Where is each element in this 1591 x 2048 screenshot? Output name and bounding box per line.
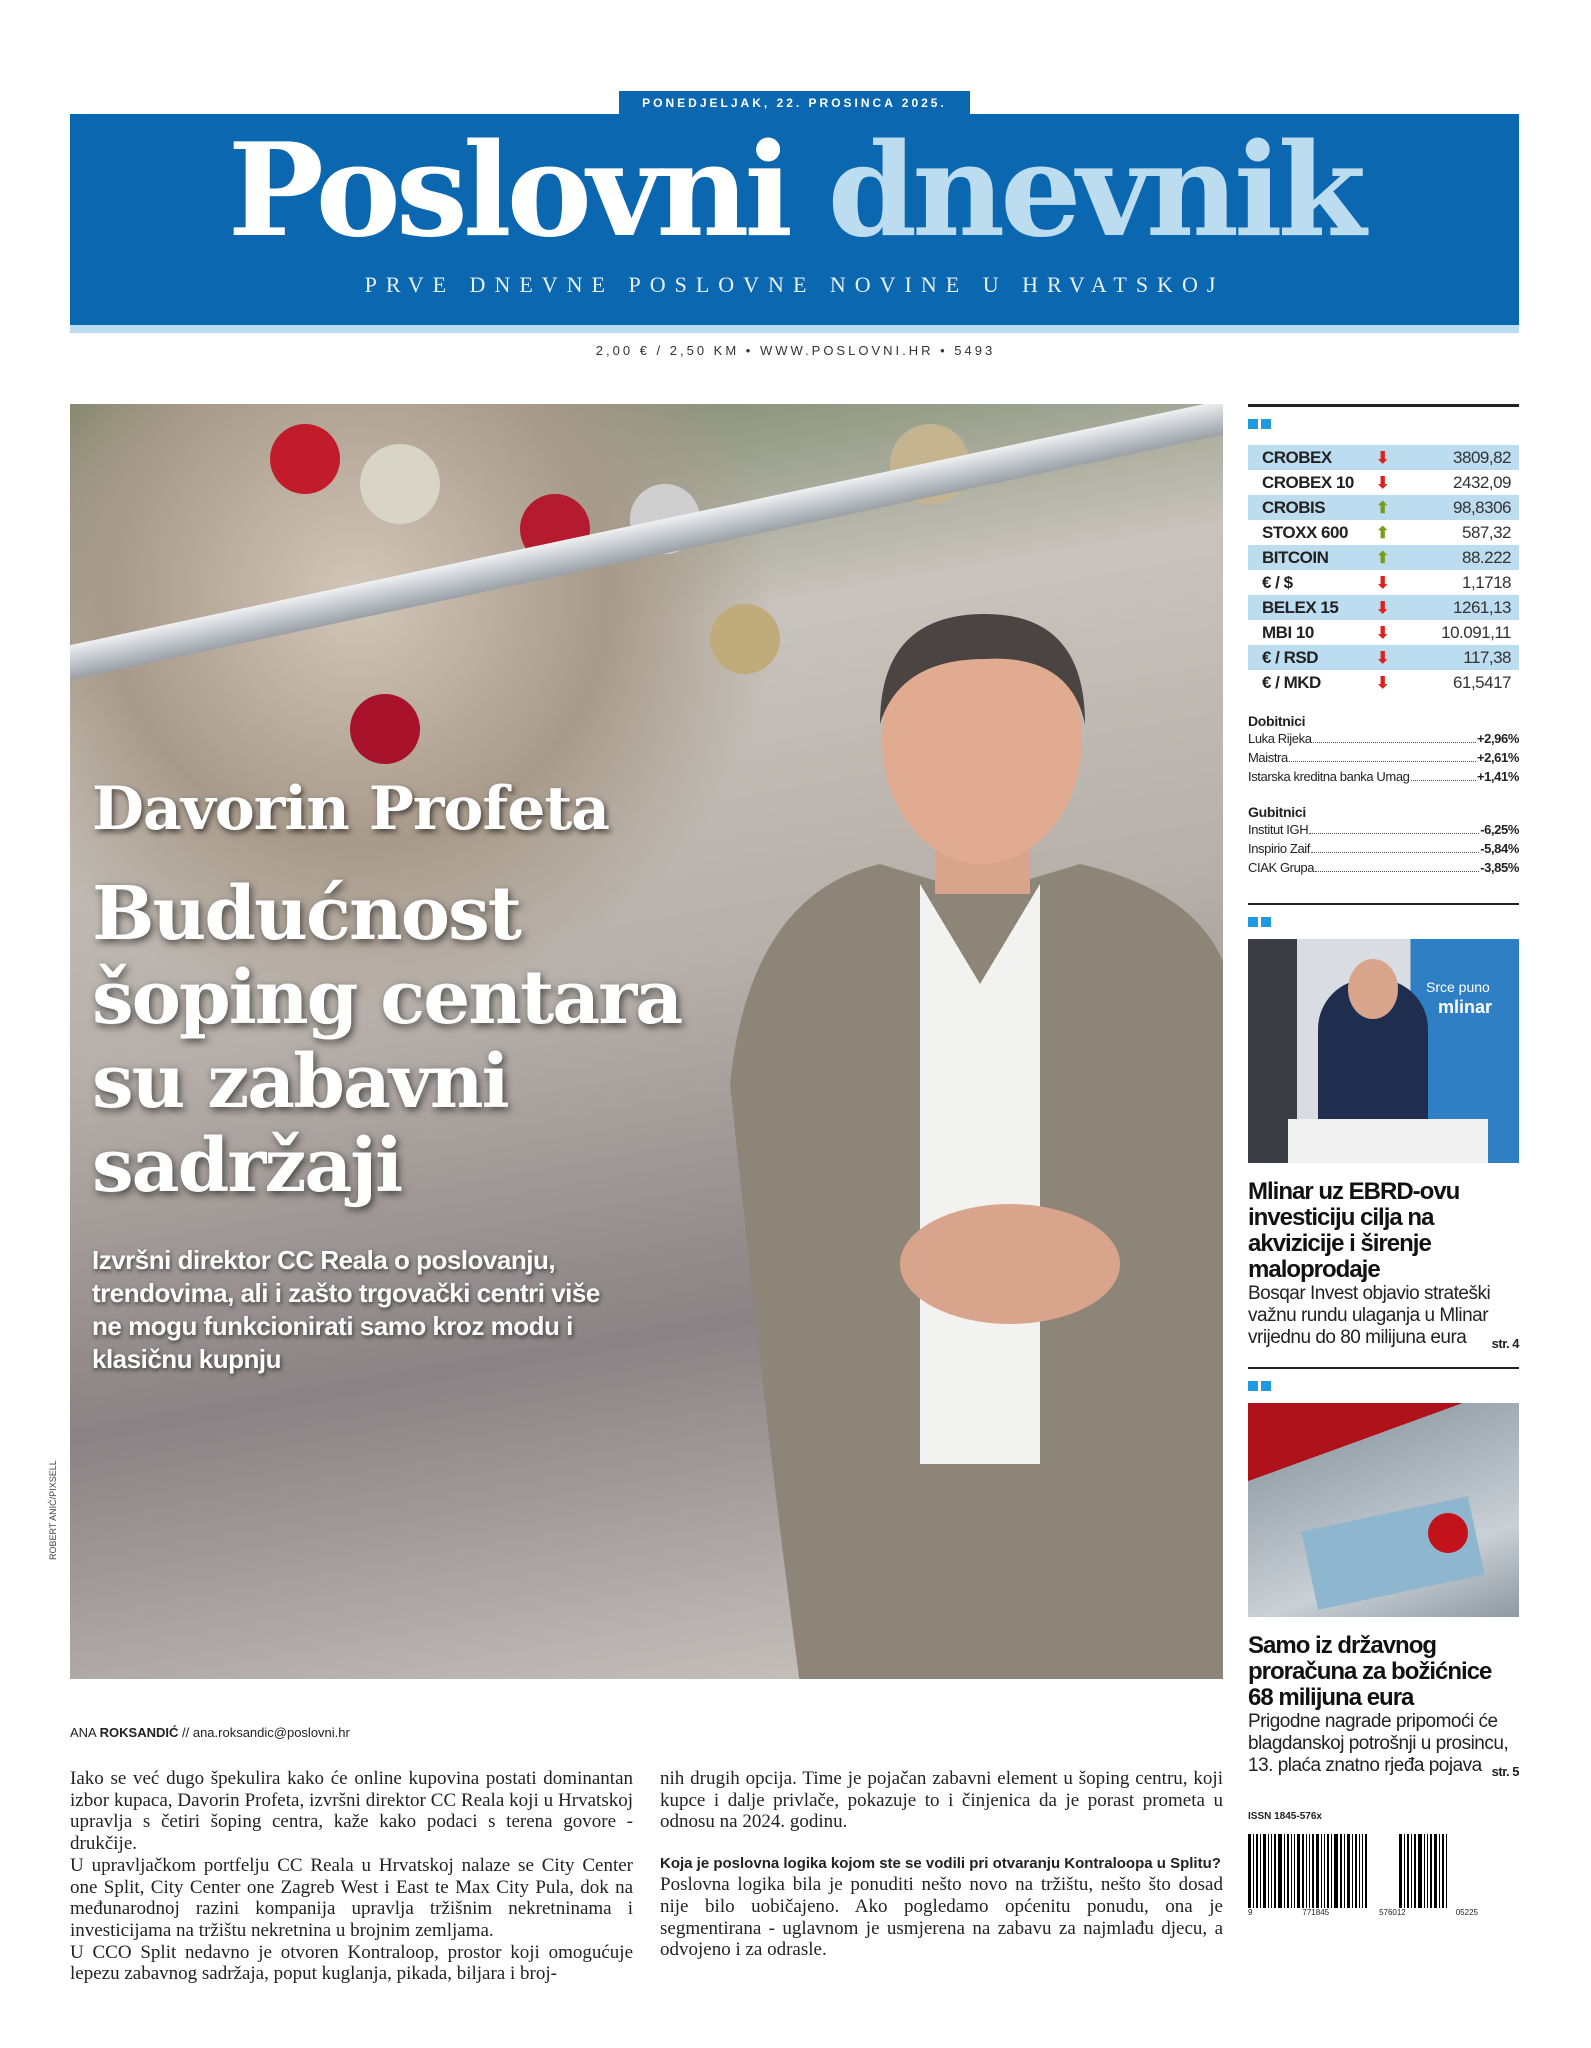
percent-change: -3,85% <box>1480 860 1519 875</box>
divider <box>1248 1367 1519 1369</box>
company-name: Istarska kreditna banka Umag <box>1248 769 1410 784</box>
mover-row <box>1248 767 1519 786</box>
mover-row <box>1248 839 1519 858</box>
article-column-2 <box>660 1768 1223 1961</box>
market-row <box>1248 495 1519 520</box>
market-row <box>1248 520 1519 545</box>
photo-text: Srce puno <box>1426 979 1490 995</box>
person-portrait <box>710 564 1223 1679</box>
losers <box>1248 804 1519 877</box>
market-row <box>1248 595 1519 620</box>
company-name: CIAK Grupa <box>1248 860 1315 875</box>
barcode-digit: 771845 <box>1302 1908 1330 1917</box>
section-marker-icon <box>1248 917 1519 927</box>
market-value: 61,5417 <box>1453 672 1511 692</box>
right-sidebar <box>1248 404 1519 1917</box>
page-ref: str. 5 <box>1491 1764 1519 1779</box>
paragraph: U upravljačkom portfelju CC Reala u Hrvatskoj nalaze se City Center one Split, City Center one Zagreb West i East te Max City Pula, dok na međunarodnoj razini kompanija upravlja tržišnim nekretninama i investicijama na tržištu nekretnina u brojnim zemljama. <box>70 1854 633 1941</box>
company-name: Institut IGH <box>1248 822 1309 837</box>
market-row <box>1248 545 1519 570</box>
page-ref: str. 4 <box>1491 1336 1519 1351</box>
market-name: € / MKD <box>1262 672 1321 692</box>
market-name: CROBEX <box>1262 447 1332 467</box>
market-row <box>1248 470 1519 495</box>
photo-credit: ROBERT ANIĆ/PIXSELL <box>48 1460 58 1560</box>
masthead-strip <box>70 325 1519 333</box>
arrow-up-icon: ⬆ <box>1376 549 1390 567</box>
market-row <box>1248 645 1519 670</box>
paragraph: nih drugih opcija. Time je pojačan zabavni element u šoping centru, koji kupce i dalje privlače, pokazuje to i činjenica da je porast prometa u odnosu na 2024. godinu. <box>660 1768 1223 1833</box>
story-bozicnice[interactable] <box>1248 1403 1519 1777</box>
market-value: 98,8306 <box>1453 497 1511 517</box>
market-name: STOXX 600 <box>1262 522 1348 542</box>
percent-change: +2,96% <box>1476 731 1519 746</box>
story-photo <box>1248 1403 1519 1617</box>
byline <box>70 1725 350 1740</box>
market-row <box>1248 620 1519 645</box>
percent-change: +1,41% <box>1476 769 1519 784</box>
issue-date: PONEDJELJAK, 22. PROSINCA 2025. <box>619 91 970 115</box>
market-name: MBI 10 <box>1262 622 1314 642</box>
story-photo <box>1248 939 1519 1163</box>
gainers <box>1248 713 1519 786</box>
story-mlinar[interactable] <box>1248 939 1519 1349</box>
arrow-down-icon: ⬇ <box>1376 474 1390 492</box>
arrow-down-icon: ⬇ <box>1376 599 1390 617</box>
story-summary: Bosqar Invest objavio strateški važnu rundu ulaganja u Mlinar vrijednu do 80 milijuna eura <box>1248 1283 1491 1348</box>
paragraph: U CCO Split nedavno je otvoren Kontraloop, prostor koji omogućuje lepezu zabavnog sadržaja, poput kuglanja, pikada, biljara i broj- <box>70 1941 633 1985</box>
mover-row <box>1248 729 1519 748</box>
gainers-title: Dobitnici <box>1248 713 1306 729</box>
market-name: BELEX 15 <box>1262 597 1339 617</box>
market-row <box>1248 570 1519 595</box>
logo[interactable] <box>70 116 1519 266</box>
market-value: 3809,82 <box>1453 447 1511 467</box>
author-first: ANA <box>70 1725 97 1740</box>
mover-row <box>1248 858 1519 877</box>
author-email[interactable]: // ana.roksandic@poslovni.hr <box>182 1725 350 1740</box>
price-line: 2,00 € / 2,50 KM • WWW.POSLOVNI.HR • 5493 <box>595 343 996 358</box>
arrow-down-icon: ⬇ <box>1376 624 1390 642</box>
lead-headline[interactable]: Budućnost šoping centara su zabavni sadržaji <box>92 871 682 1209</box>
barcode-digits <box>1248 1908 1478 1917</box>
barcode-digit: 9 <box>1248 1908 1253 1917</box>
market-name: € / RSD <box>1262 647 1319 667</box>
barcode-digit: 05225 <box>1455 1908 1478 1917</box>
section-marker-icon <box>1248 419 1519 429</box>
company-name: Luka Rijeka <box>1248 731 1312 746</box>
section-marker-icon <box>1248 1381 1519 1391</box>
company-name: Inspirio Zaif <box>1248 841 1310 856</box>
market-value: 117,38 <box>1463 647 1511 667</box>
market-value: 10.091,11 <box>1441 622 1511 642</box>
story-summary: Prigodne nagrade pripomoći će blagdanskoj potrošnji u prosincu, 13. plaća znatno rjeđa pojava <box>1248 1711 1509 1776</box>
lead-photo <box>70 404 1223 1679</box>
arrow-down-icon: ⬇ <box>1376 574 1390 592</box>
masthead <box>70 114 1519 325</box>
barcode <box>1248 1828 1519 1908</box>
market-value: 1,1718 <box>1462 572 1511 592</box>
market-value: 587,32 <box>1462 522 1511 542</box>
market-value: 1261,13 <box>1453 597 1511 617</box>
market-value: 2432,09 <box>1453 472 1511 492</box>
company-name: Maistra <box>1248 750 1288 765</box>
market-row <box>1248 445 1519 470</box>
divider <box>1248 404 1519 407</box>
mover-row <box>1248 748 1519 767</box>
mover-row <box>1248 820 1519 839</box>
lead-deck: Izvršni direktor CC Reala o poslovanju, trendovima, ali i zašto trgovački centri više ne mogu funkcionirati samo kroz modu i klasičnu kupnju <box>92 1245 600 1374</box>
interview-question: Koja je poslovna logika kojom ste se vodili pri otvaranju Kontraloopa u Splitu? <box>660 1855 1221 1873</box>
percent-change: -5,84% <box>1480 841 1519 856</box>
story-headline[interactable]: Samo iz državnog proračuna za božićnice 68 milijuna eura <box>1248 1632 1492 1711</box>
lead-kicker: Davorin Profeta <box>92 774 610 844</box>
logo-part2: dnevnik <box>827 116 1362 266</box>
market-name: € / $ <box>1262 572 1293 592</box>
paragraph: Iako se već dugo špekulira kako će online kupovina postati dominantan izbor kupaca, Davorin Profeta, izvršni direktor CC Reala koji u Hrvatskoj upravlja s četiri šoping centra, kaže kako podaci s terena govore - drukčije. <box>70 1768 633 1855</box>
paragraph: Poslovna logika bila je ponuditi nešto novo na tržištu, nešto što dosad nije bilo uobičajeno. Ako pogledamo općenitu ponudu, ona je segmentirana - uglavnom je usmjerena na zabavu za najmlađu djecu, a odvojeno i za odrasle. <box>660 1874 1223 1961</box>
barcode-digit: 576012 <box>1379 1908 1406 1917</box>
market-table <box>1248 445 1519 695</box>
market-value: 88.222 <box>1462 547 1511 567</box>
arrow-down-icon: ⬇ <box>1376 449 1390 467</box>
logo-part1: Poslovni <box>227 116 788 266</box>
market-row <box>1248 670 1519 695</box>
story-headline[interactable]: Mlinar uz EBRD-ovu investiciju cilja na akvizicije i širenje maloprodaje <box>1248 1178 1460 1283</box>
divider <box>1248 903 1519 905</box>
market-name: CROBEX 10 <box>1262 472 1354 492</box>
percent-change: +2,61% <box>1476 750 1519 765</box>
losers-title: Gubitnici <box>1248 804 1306 820</box>
percent-change: -6,25% <box>1480 822 1519 837</box>
author-last: ROKSANDIĆ <box>99 1725 179 1740</box>
tagline: PRVE DNEVNE POSLOVNE NOVINE U HRVATSKOJ <box>364 272 1225 297</box>
arrow-up-icon: ⬆ <box>1376 524 1390 542</box>
arrow-down-icon: ⬇ <box>1376 649 1390 667</box>
market-name: CROBIS <box>1262 497 1326 517</box>
market-name: BITCOIN <box>1262 547 1329 567</box>
issn: ISSN 1845-576x <box>1248 1811 1322 1822</box>
arrow-up-icon: ⬆ <box>1376 499 1390 517</box>
article-column-1 <box>70 1768 633 1985</box>
arrow-down-icon: ⬇ <box>1376 674 1390 692</box>
photo-brand: mlinar <box>1438 997 1493 1017</box>
